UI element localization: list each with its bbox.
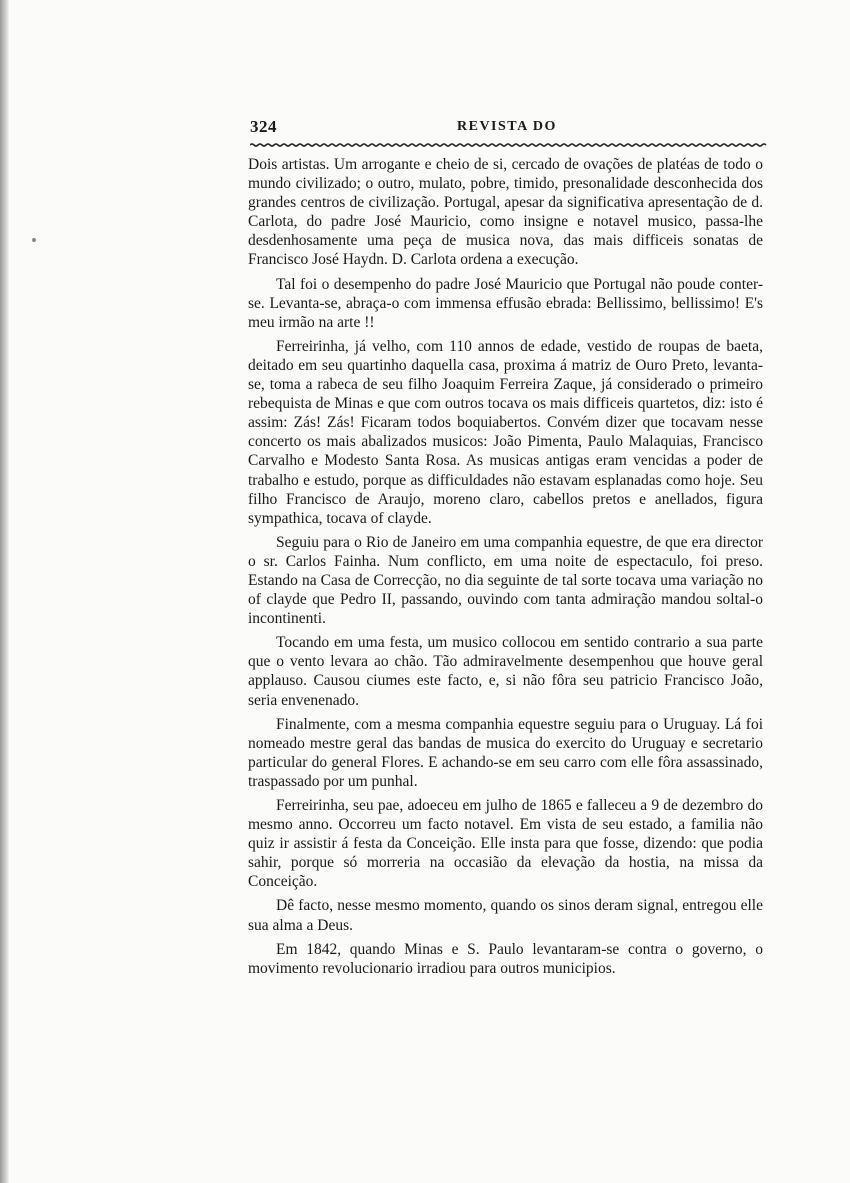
page-gutter-shadow [0, 0, 9, 1183]
paragraph-1842: Em 1842, quando Minas e S. Paulo levantaram-se contra o governo, o movimento revolucionario irradiou para outros municipios. [248, 940, 763, 977]
running-head: REVISTA DO [457, 119, 557, 134]
page-number: 324 [250, 117, 277, 136]
paragraph-dois-artistas: Dois artistas. Um arrogante e cheio de si, cercado de ovações de platéas de todo o mundo civilizado; o outro, mulato, pobre, timido, presonalidade desconhecida dos grandes centros de civilização. Portugal, apesar da significativa apresentação de d. Carlota, do padre José Mauricio, como insigne e notavel musico, passa-lhe desdenhosamente uma peça de musica nova, das mais difficeis sonatas de Francisco José Haydn. D. Carlota ordena a execução. [248, 156, 763, 269]
paragraph-rio-de-janeiro: Seguiu para o Rio de Janeiro em uma companhia equestre, de que era director o sr. Carlos Fainha. Num conflicto, em uma noite de espectaculo, foi preso. Estando na Casa de Correcção, no dia seguinte de tal sorte tocava uma variação no of clayde que Pedro II, passando, ouvindo com tanta admiração mandou soltal-o incontinenti. [248, 533, 763, 628]
page-header [250, 117, 768, 141]
paragraph-falleceu: Ferreirinha, seu pae, adoeceu em julho de 1865 e falleceu a 9 de dezembro do mesmo anno. Occorreu um facto notavel. Em vista de seu estado, a familia não quiz ir assistir á festa da Conceição. Elle insta para que fosse, dizendo: que podia sahir, porque só morreria na occasião da elevação da hostia, na missa da Conceição. [248, 797, 763, 891]
header-wavy-rule [250, 143, 768, 147]
paragraph-ferreirinha-velho: Ferreirinha, já velho, com 110 annos de edade, vestido de roupas de baeta, deitado em seu quartinho daquella casa, proxima á matriz de Ouro Preto, levanta-se, toma a rabeca de seu filho Joaquim Ferreira Zaque, já considerado o primeiro rebequista de Minas e que com outros tocava os mais difficeis quartetos, diz: isto é assim: Zás! Zás! Ficaram todos boquiabertos. Convém dizer que tocavam nesse concerto os mais abalizados musicos: João Pimenta, Paulo Malaquias, Francisco Carvalho e Modesto Santa Rosa. As musicas antigas eram vencidas a poder de trabalho e estudo, porque as difficuldades não estavam esplanadas como hoje. Seu filho Francisco de Araujo, moreno claro, cabellos pretos e anellados, figura sympathica, tocava of clayde. [248, 337, 763, 527]
paragraph-festa: Tocando em uma festa, um musico collocou em sentido contrario a sua parte que o vento levara ao chão. Tão admiravelmente desempenhou que houve geral applauso. Causou ciumes este facto, e, si não fôra seu patricio Francisco João, seria envenenado. [248, 634, 763, 709]
scan-speck [32, 238, 36, 242]
paragraph-uruguay: Finalmente, com a mesma companhia equestre seguiu para o Uruguay. Lá foi nomeado mestre geral das bandas de musica do exercito do Uruguay e secretario particular do general Flores. E achando-se em seu carro com elle fôra assassinado, traspassado por um punhal. [248, 715, 763, 790]
paragraph-sinos: Dê facto, nesse mesmo momento, quando os sinos deram signal, entregou elle sua alma a Deus. [248, 897, 763, 934]
paragraph-desempenho: Tal foi o desempenho do padre José Mauricio que Portugal não poude conter-se. Levanta-se, abraça-o com immensa effusão ebrada: Bellissimo, bellissimo! E's meu irmão na arte !! [248, 275, 763, 331]
article-body [248, 155, 763, 983]
